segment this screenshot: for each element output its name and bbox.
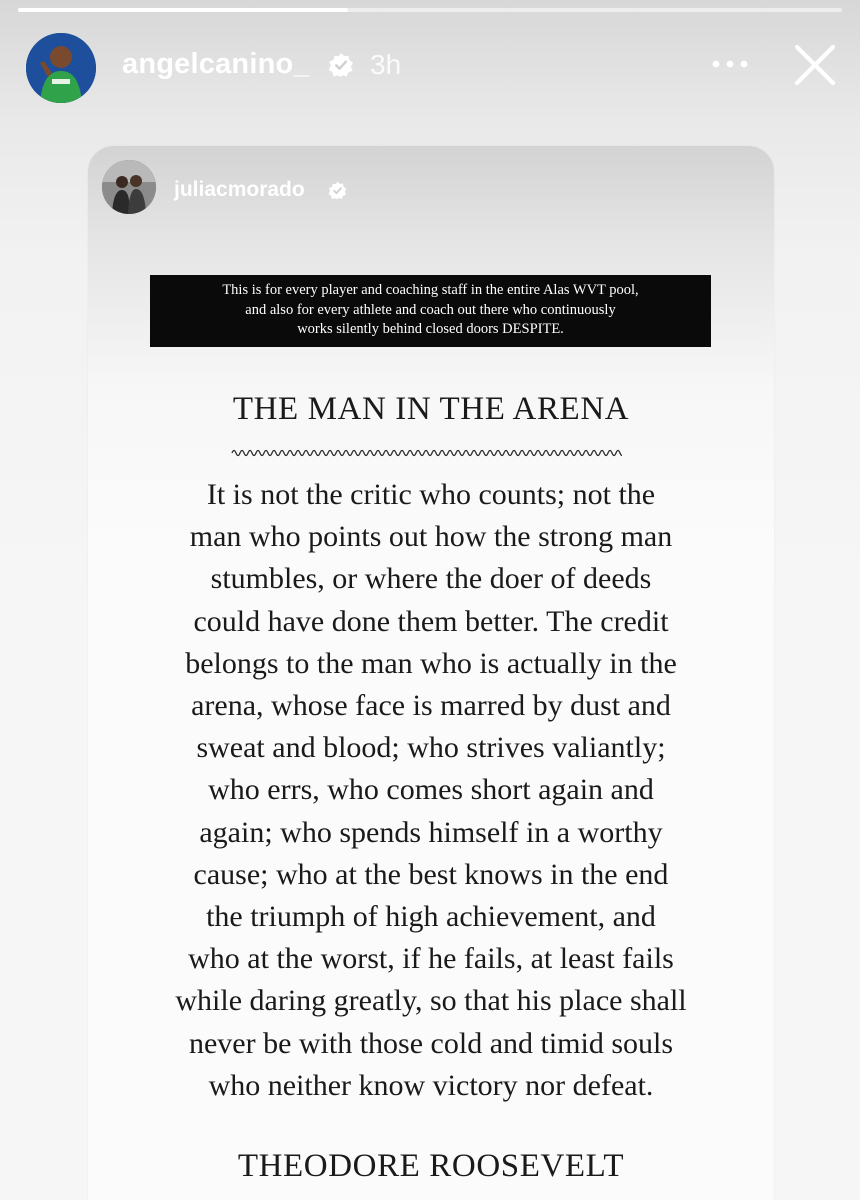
poem-body [88, 474, 774, 1107]
poem-line: who at the worst, if he fails, at least fails [188, 942, 674, 976]
story-progress-fill [18, 8, 348, 12]
poem-line: while daring greatly, so that his place shall [175, 984, 687, 1018]
avatar[interactable] [26, 33, 96, 103]
poem-line: could have done them better. The credit [193, 604, 669, 638]
ornamental-divider [230, 446, 622, 460]
poem-author: THEODORE ROOSEVELT [237, 1148, 625, 1184]
story-progress-bar [18, 8, 842, 12]
caption-text-box [150, 275, 711, 347]
poem-line: again; who spends himself in a worthy [199, 815, 663, 849]
profile-photo-icon [26, 33, 96, 103]
close-icon[interactable] [792, 42, 838, 88]
poem-line: who neither know victory nor defeat. [208, 1068, 654, 1102]
shared-post-username[interactable]: juliacmorado [174, 178, 305, 201]
poem-line: man who points out how the strong man [189, 520, 673, 554]
story-timestamp: 3h [370, 49, 402, 80]
poem-line: who errs, who comes short again and [208, 773, 654, 807]
caption-line: This is for every player and coaching staff in the entire Alas WVT pool, [222, 282, 639, 298]
more-horizontal-icon[interactable] [708, 52, 752, 76]
poem-line: belongs to the man who is actually in the [185, 646, 677, 680]
poem-line: stumbles, or where the doer of deeds [210, 562, 652, 596]
profile-photo-icon [102, 160, 156, 214]
verified-badge-icon [328, 52, 354, 78]
poem-line: It is not the critic who counts; not the [206, 478, 656, 511]
poem-title: THE MAN IN THE ARENA [232, 391, 630, 427]
caption-line: and also for every athlete and coach out there who continuously [245, 301, 616, 318]
poem-line: never be with those cold and timid souls [188, 1026, 674, 1060]
shared-post-avatar[interactable] [102, 160, 156, 214]
story-header [0, 28, 860, 104]
poem-line: sweat and blood; who strives valiantly; [196, 731, 666, 765]
poem-line: cause; who at the best knows in the end [193, 857, 669, 891]
poem-line: arena, whose face is marred by dust and [191, 689, 671, 723]
caption-line: works silently behind closed doors DESPITE. [297, 321, 564, 337]
story-username[interactable]: angelcanino_ [122, 48, 310, 80]
poem-line: the triumph of high achievement, and [206, 900, 656, 934]
shared-post-card[interactable] [88, 146, 774, 1200]
verified-badge-icon [328, 181, 347, 200]
